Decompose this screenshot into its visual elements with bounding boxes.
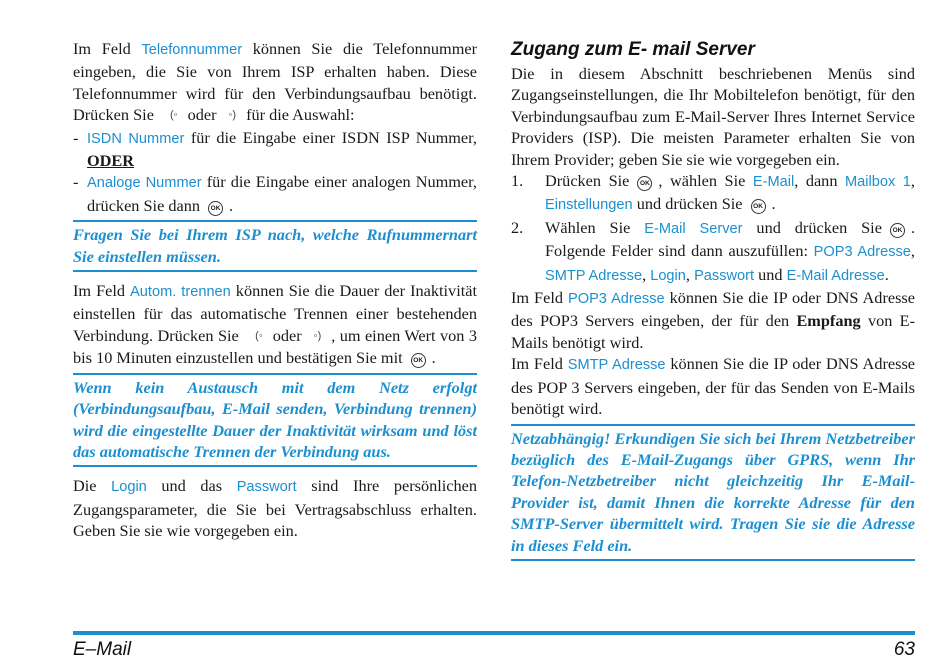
telefonnummer-menu-label: Telefonnummer [141,42,243,58]
smtp-paragraph: Im Feld SMTP Adresse können Sie die IP oder DNS Adresse des POP 3 Servers eingeben, der für das Senden von E-Mails benötigt wird. [511,354,916,419]
ok-key-icon: OK [208,201,223,216]
nav-right-key-icon: ◦) [228,109,237,122]
footer-section-title: E–Mail [73,639,132,660]
intro-paragraph: Die in diesem Abschnitt beschriebenen Menüs sind Zugangseinstellungen, die Ihr Mobiltelefon benötigt, für den Verbindungsaufbau zum E-Mail-Server Ihres Internet Service Providers (ISP). Die meisten Parameter erhalten Sie von Ihrem Provider; geben Sie sie wie vorgegeben ein. [511,64,915,169]
einstellungen-menu-label: Einstellungen [545,197,633,214]
right-column [511,38,915,569]
page-number: 63 [893,639,915,660]
left-column [73,38,477,542]
section-heading: Zugang zum E- mail Server [511,39,755,60]
list-item: - Analoge Nummer für die Eingabe einer analogen Nummer, drücken Sie dann OK . [73,172,477,215]
telefonnummer-paragraph: Im Feld Telefonnummer können Sie die Telefonnummer eingeben, die Sie von Ihrem ISP erhalten haben. Diese Telefonnummer wird für den Verbindungsaufbau benötigt. Drücken Sie (◦ oder ◦) für die Auswahl: [73,38,477,127]
list-item: 2. Wählen Sie E-Mail Server und drücken Sie OK . Folgende Felder sind dann auszufüllen: POP3 Adresse, SMTP Adresse, Login, Passwort und E-Mail Adresse. [511,217,916,284]
login-label: Login [650,267,686,284]
nav-right-key-icon: ◦) [313,329,322,342]
inactivity-note: Wenn kein Austausch mit dem Netz erfolgt (Verbindungsaufbau, E-Mail senden, Verbindung trennen) wird die eingestellte Dauer der Inaktivität wirksam und löst das automatische Trennen der Verbindung aus. [73,373,477,468]
passwort-label: Passwort [694,267,755,284]
list-item: - ISDN Nummer für die Eingabe einer ISDN ISP Nummer, ODER [73,127,477,171]
ok-key-icon: OK [411,353,426,368]
passwort-label: Passwort [236,479,297,496]
pop3-adresse-label: POP3 Adresse [813,244,911,261]
isdn-nummer-label: ISDN Nummer [87,130,185,147]
ok-key-icon: OK [890,223,905,238]
list-item: 1. Drücken Sie OK , wählen Sie E-Mail, dann Mailbox 1, Einstellungen und drücken Sie OK . [511,171,915,214]
autom-trennen-label: Autom. trennen [130,284,231,301]
email-adresse-label: E-Mail Adresse [786,267,885,284]
isp-note: Fragen Sie bei Ihrem ISP nach, welche Rufnummernart Sie einstellen müssen. [73,220,477,272]
login-paragraph: Die Login und das Passwort sind Ihre persönlichen Zugangsparameter, die Sie bei Vertragsabschluss erhalten. Geben Sie sie wie vorgegeben ein. [73,476,478,541]
pop3-adresse-label: POP3 Adresse [567,291,665,308]
analoge-nummer-label: Analoge Nummer [87,175,202,192]
oder-emphasis: ODER [87,151,135,171]
email-server-menu-label: E-Mail Server [644,220,743,237]
email-menu-label: E-Mail [752,174,795,191]
smtp-adresse-label: SMTP Adresse [567,357,666,374]
nav-left-key-icon: (◦ [170,109,178,122]
footer-rule [73,631,915,635]
autom-trennen-paragraph: Im Feld Autom. trennen können Sie die Dauer der Inaktivität einstellen für das automatische Trennen einer bestehenden Verbindung. Drücken Sie (◦ oder ◦) , um einen Wert von 3 bis 10 Minuten einzustellen und bestätigen Sie mit OK . [73,281,477,368]
mailbox-menu-label: Mailbox 1 [845,174,911,191]
login-label: Login [111,479,147,496]
network-note: Netzabhängig! Erkundigen Sie sich bei Ihrem Netzbetreiber bezüglich des E-Mail-Zugangs über GPRS, wenn Ihr Telefon-Netzbetreiber nicht gleichzeitig Ihr E-Mail-Provider ist, damit Ihnen die korrekte Adresse für den SMTP-Server übermittelt wird. Tragen Sie sie die Adresse in dieses Feld ein. [511,424,915,561]
empfang-emphasis: Empfang [796,311,861,331]
nav-left-key-icon: (◦ [255,329,263,342]
ok-key-icon: OK [637,176,652,191]
ok-key-icon: OK [751,199,766,214]
pop3-paragraph: Im Feld POP3 Adresse können Sie die IP oder DNS Adresse des POP3 Servers eingeben, der für den Empfang von E-Mails benötigt wird. [511,288,915,352]
smtp-adresse-label: SMTP Adresse [545,267,643,284]
